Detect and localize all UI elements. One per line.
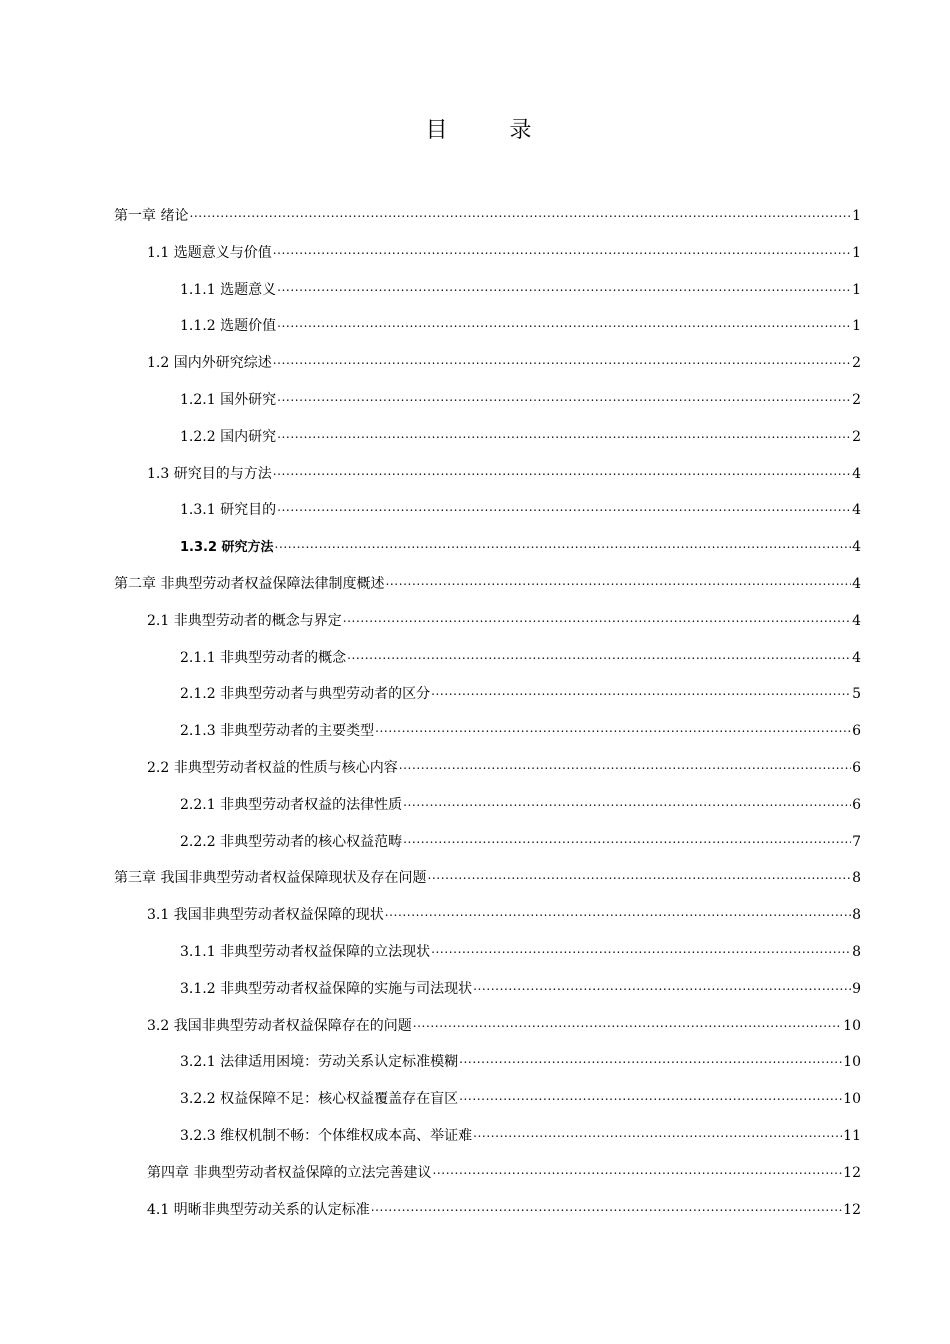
toc-dot-leader — [277, 495, 851, 519]
toc-entry[interactable] — [180, 425, 861, 449]
toc-entry[interactable] — [147, 351, 861, 375]
toc-entry-label: 2.2 非典型劳动者权益的性质与核心内容 — [147, 760, 398, 776]
toc-entry-label: 第四章 非典型劳动者权益保障的立法完善建议 — [147, 1164, 432, 1181]
toc-entry-page-number: 9 — [852, 980, 861, 997]
toc-title: 目 录 — [425, 118, 552, 143]
toc-dot-leader — [273, 238, 851, 262]
toc-entry[interactable] — [180, 1050, 861, 1074]
toc-entry[interactable] — [114, 572, 861, 596]
toc-dot-leader — [385, 900, 851, 924]
toc-entry-page-number: 11 — [843, 1128, 861, 1144]
toc-entry-page-number: 1 — [852, 208, 861, 224]
toc-dot-leader — [413, 1011, 842, 1035]
toc-dot-leader — [277, 275, 851, 299]
toc-entry-page-number: 4 — [852, 539, 861, 556]
toc-entry-label: 3.1 我国非典型劳动者权益保障的现状 — [147, 907, 384, 924]
toc-entry[interactable] — [180, 940, 861, 964]
toc-entry-page-number: 12 — [843, 1164, 861, 1181]
toc-entry-label: 3.2.3 维权机制不畅：个体维权成本高、举证难 — [180, 1128, 473, 1144]
toc-dot-leader — [459, 1084, 842, 1108]
toc-entry-label: 2.2.2 非典型劳动者的核心权益范畴 — [180, 833, 403, 850]
toc-dot-leader — [385, 569, 851, 593]
toc-entry-page-number: 7 — [852, 833, 861, 850]
toc-entry-label: 第一章 绪论 — [114, 208, 189, 224]
toc-entry-label: 第三章 我国非典型劳动者权益保障现状及存在问题 — [114, 870, 427, 887]
toc-entry-page-number: 10 — [843, 1054, 861, 1071]
toc-dot-leader — [427, 863, 851, 887]
toc-entry-label: 1.3.2 研究方法 — [180, 540, 274, 556]
toc-dot-leader — [277, 422, 851, 446]
toc-entry-label: 第二章 非典型劳动者权益保障法律制度概述 — [114, 576, 385, 592]
toc-entry-page-number: 6 — [852, 796, 861, 813]
toc-entry-page-number: 2 — [852, 392, 861, 408]
toc-entry-page-number: 1 — [852, 318, 861, 335]
toc-dot-leader — [432, 1158, 842, 1182]
toc-entry-page-number: 8 — [852, 944, 861, 960]
toc-dot-leader — [277, 311, 851, 335]
toc-entry-label: 2.1.1 非典型劳动者的概念 — [180, 649, 347, 666]
toc-entry-page-number: 8 — [852, 907, 861, 924]
toc-entry[interactable] — [180, 793, 861, 817]
toc-entry-page-number: 2 — [852, 428, 861, 445]
toc-dot-leader — [277, 385, 851, 409]
toc-entry-label: 1.1 选题意义与价值 — [147, 244, 272, 261]
toc-entry-page-number: 5 — [852, 686, 861, 703]
toc-entry[interactable] — [180, 498, 861, 522]
toc-entry[interactable] — [147, 1161, 861, 1185]
toc-dot-leader — [273, 459, 851, 483]
toc-entry[interactable] — [180, 278, 861, 302]
toc-entry-label: 1.1.2 选题价值 — [180, 318, 277, 335]
toc-entry[interactable] — [147, 1014, 861, 1038]
toc-entry[interactable] — [180, 977, 861, 1001]
toc-entry[interactable] — [114, 204, 861, 228]
toc-entry[interactable] — [180, 535, 861, 559]
toc-entry[interactable] — [147, 1198, 861, 1222]
toc-dot-leader — [431, 937, 851, 961]
toc-entry-page-number: 4 — [852, 576, 861, 592]
toc-entry-page-number: 10 — [843, 1091, 861, 1108]
toc-entry[interactable] — [180, 1124, 861, 1148]
toc-entry-label: 3.1.1 非典型劳动者权益保障的立法现状 — [180, 944, 431, 960]
toc-entry-label: 1.3.1 研究目的 — [180, 502, 277, 519]
toc-entry[interactable] — [180, 646, 861, 670]
toc-entry[interactable] — [114, 866, 861, 890]
toc-entry-page-number: 6 — [852, 723, 861, 740]
toc-entry[interactable] — [180, 682, 861, 706]
toc-entry[interactable] — [180, 719, 861, 743]
toc-dot-leader — [403, 790, 851, 814]
toc-entry-label: 1.2.1 国外研究 — [180, 392, 277, 408]
toc-entry-page-number: 4 — [852, 649, 861, 666]
toc-dot-leader — [273, 348, 851, 372]
toc-dot-leader — [343, 606, 851, 630]
toc-dot-leader — [347, 643, 851, 667]
toc-entry-page-number: 2 — [852, 355, 861, 372]
toc-entry-page-number: 12 — [843, 1201, 861, 1218]
toc-entry[interactable] — [180, 830, 861, 854]
toc-dot-leader — [371, 1195, 842, 1219]
toc-entry-page-number: 4 — [852, 612, 861, 629]
toc-entry-label: 1.2.2 国内研究 — [180, 428, 277, 445]
toc-entry[interactable] — [147, 903, 861, 927]
toc-entry-page-number: 10 — [843, 1017, 861, 1034]
toc-entry-label: 1.2 国内外研究综述 — [147, 355, 272, 372]
toc-entry-page-number: 1 — [852, 281, 861, 298]
toc-entry-label: 4.1 明晰非典型劳动关系的认定标准 — [147, 1201, 370, 1218]
toc-entry-label: 3.2 我国非典型劳动者权益保障存在的问题 — [147, 1017, 412, 1034]
toc-entry-label: 3.2.1 法律适用困境：劳动关系认定标准模糊 — [180, 1054, 459, 1071]
toc-dot-leader — [473, 974, 851, 998]
toc-dot-leader — [459, 1047, 842, 1071]
toc-dot-leader — [431, 679, 851, 703]
toc-entry[interactable] — [147, 241, 861, 265]
toc-entry-label: 2.1.3 非典型劳动者的主要类型 — [180, 723, 375, 740]
toc-entry-label: 3.2.2 权益保障不足：核心权益覆盖存在盲区 — [180, 1091, 459, 1108]
toc-entry[interactable] — [180, 388, 861, 412]
toc-entry-page-number: 4 — [852, 502, 861, 519]
toc-entry-page-number: 1 — [852, 244, 861, 261]
toc-entry-label: 1.3 研究目的与方法 — [147, 465, 272, 482]
toc-entry[interactable] — [147, 756, 861, 780]
toc-entry-page-number: 6 — [852, 760, 861, 776]
toc-dot-leader — [403, 827, 851, 851]
toc-entry[interactable] — [147, 609, 861, 633]
toc-entry-page-number: 4 — [852, 465, 861, 482]
toc-entry[interactable] — [180, 314, 861, 338]
toc-dot-leader — [275, 532, 852, 556]
toc-entry-label: 1.1.1 选题意义 — [180, 281, 277, 298]
toc-entry[interactable] — [147, 462, 861, 486]
toc-entry-label: 2.2.1 非典型劳动者权益的法律性质 — [180, 796, 403, 813]
toc-entry-label: 2.1.2 非典型劳动者与典型劳动者的区分 — [180, 686, 431, 703]
toc-entry-label: 3.1.2 非典型劳动者权益保障的实施与司法现状 — [180, 980, 473, 997]
toc-dot-leader — [399, 753, 851, 777]
toc-dot-leader — [473, 1121, 842, 1145]
toc-entry-page-number: 8 — [852, 870, 861, 887]
toc-entry[interactable] — [180, 1087, 861, 1111]
toc-entry-label: 2.1 非典型劳动者的概念与界定 — [147, 612, 342, 629]
toc-dot-leader — [375, 716, 851, 740]
toc-dot-leader — [189, 201, 851, 225]
